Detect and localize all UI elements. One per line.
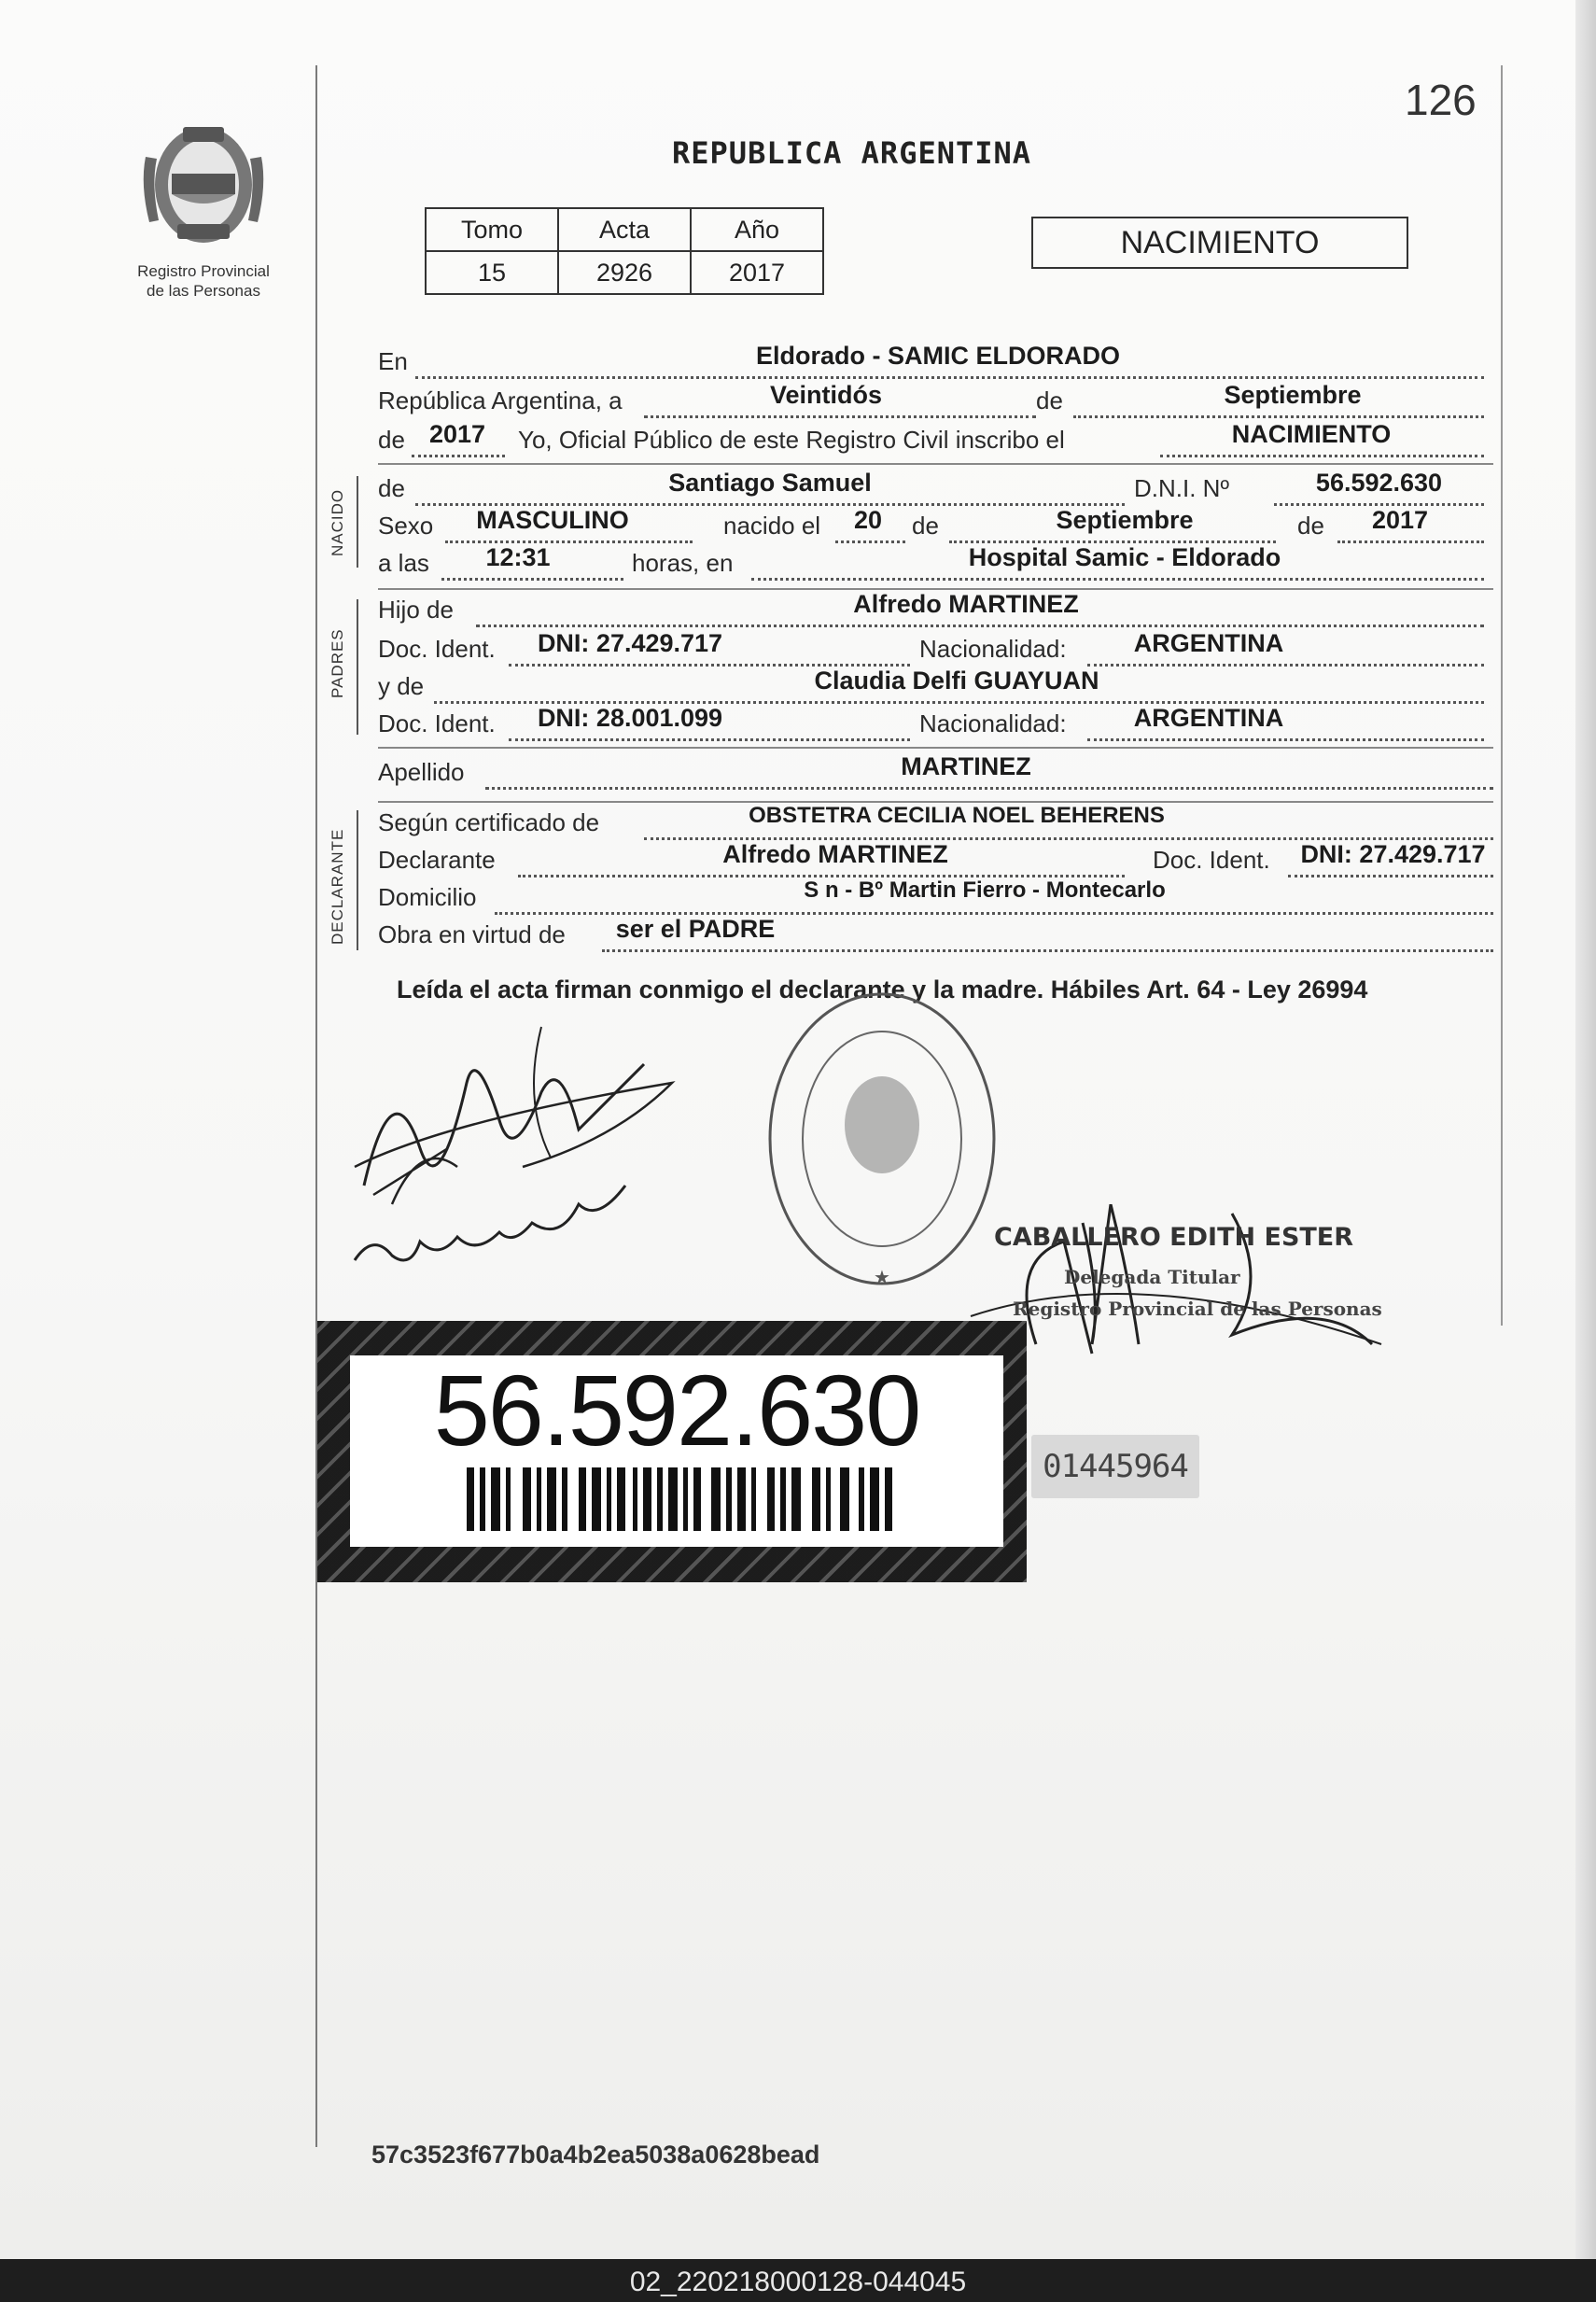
verification-hash: 57c3523f677b0a4b2ea5038a0628bead: [371, 2141, 820, 2169]
registry-caption: [110, 261, 297, 301]
dotted-line: [476, 625, 1484, 627]
nacido-el-label: nacido el: [723, 512, 821, 540]
scan-footer-bar: [0, 2259, 1596, 2302]
hijo-de-label: Hijo de: [378, 596, 454, 624]
de-label: de: [912, 512, 939, 540]
dotted-line: [1087, 738, 1484, 741]
dotted-line: [1337, 540, 1484, 543]
id-label: [350, 1355, 1003, 1547]
dotted-line: [485, 787, 1493, 790]
certificate-value: OBSTETRA CECILIA NOEL BEHERENS: [749, 803, 1165, 828]
apellido-label: Apellido: [378, 758, 465, 786]
row-year: [378, 420, 1484, 463]
birth-place-value: Hospital Samic - Eldorado: [968, 543, 1281, 571]
right-margin-line: [1501, 65, 1503, 1326]
mother-name-value: Claudia Delfi GUAYUAN: [814, 667, 1099, 695]
ref-value-anio: 2017: [691, 251, 823, 294]
row-obra: [378, 915, 1493, 958]
ref-header-anio: Año: [691, 208, 823, 251]
month-value: Septiembre: [1224, 381, 1362, 409]
row-en: [378, 342, 1484, 385]
year-value: 2017: [428, 420, 486, 448]
doc-ident-label: Doc. Ident.: [1153, 846, 1270, 874]
nacido-bar: [357, 476, 358, 568]
birth-year-value: 2017: [1371, 506, 1429, 534]
officer-title: Delegada Titular: [1064, 1266, 1240, 1288]
dotted-line: [751, 578, 1484, 581]
de-label: de: [1036, 386, 1063, 414]
serial-number: 01445964: [1043, 1448, 1188, 1485]
doc-ident-label: Doc. Ident.: [378, 709, 496, 737]
barcode-icon: [467, 1467, 896, 1531]
row-apellido: [378, 752, 1493, 795]
misiones-seal-icon: [138, 119, 269, 250]
father-doc-value: DNI: 27.429.717: [537, 629, 723, 657]
horas-label: horas, en: [632, 549, 734, 577]
ref-value-acta: 2926: [558, 251, 691, 294]
row-domicilio: [378, 877, 1493, 920]
row-father: [378, 590, 1484, 633]
de-label: de: [378, 474, 405, 502]
birth-month-value: Septiembre: [1056, 506, 1194, 534]
declarant-doc-value: DNI: 27.429.717: [1300, 840, 1486, 868]
y-de-label: y de: [378, 672, 425, 700]
record-type-box: NACIMIENTO: [1031, 217, 1408, 269]
row-republica: [378, 381, 1484, 424]
dotted-line: [412, 455, 505, 457]
reference-table: [425, 207, 824, 295]
time-value: 12:31: [485, 543, 551, 571]
nacido-section-label: NACIDO: [329, 488, 346, 556]
day-value: Veintidós: [769, 381, 883, 409]
page-edge-shadow: [1575, 0, 1596, 2259]
dotted-line: [1160, 455, 1484, 457]
officer-office: Registro Provincial de las Personas: [1013, 1298, 1382, 1320]
declarante-section-label: DECLARANTE: [329, 828, 346, 945]
de-label: de: [378, 426, 405, 454]
dotted-line: [835, 540, 905, 543]
surname-value: MARTINEZ: [901, 752, 1031, 780]
capacity-value: ser el PADRE: [615, 915, 776, 943]
signatures-drawing: [336, 1008, 803, 1288]
child-dni-value: 56.592.630: [1315, 469, 1443, 497]
declarante-bar: [357, 810, 358, 950]
dotted-line: [415, 376, 1484, 379]
father-nationality-value: ARGENTINA: [1133, 629, 1284, 657]
registry-caption-line1: Registro Provincial: [137, 262, 270, 280]
father-name-value: Alfredo MARTINEZ: [853, 590, 1079, 618]
domicilio-label: Domicilio: [378, 883, 477, 911]
registry-caption-line2: de las Personas: [147, 282, 260, 300]
row-time: [378, 543, 1484, 586]
separator: [378, 747, 1493, 749]
separator: [378, 463, 1493, 465]
child-name-value: Santiago Samuel: [668, 469, 872, 497]
id-label-number: 56.592.630: [433, 1354, 920, 1467]
padres-section-label: PADRES: [329, 628, 346, 698]
place-value: Eldorado - SAMIC ELDORADO: [756, 342, 1120, 370]
closing-text: Leída el acta firman conmigo el declarante y la madre. Hábiles Art. 64 - Ley 26994: [397, 976, 1368, 1004]
dotted-line: [1073, 415, 1484, 418]
republica-label: República Argentina, a: [378, 386, 623, 414]
address-value: S n - Bº Martin Fierro - Montecarlo: [804, 877, 1166, 903]
left-margin-line: [315, 65, 317, 2147]
de-label: de: [1297, 512, 1324, 540]
nacionalidad-label: Nacionalidad:: [919, 635, 1067, 663]
country-heading: REPUBLICA ARGENTINA: [672, 135, 1032, 171]
obra-label: Obra en virtud de: [378, 920, 566, 948]
dotted-line: [441, 578, 623, 581]
nacionalidad-label: Nacionalidad:: [919, 709, 1067, 737]
declarant-name-value: Alfredo MARTINEZ: [722, 840, 948, 868]
dni-label: D.N.I. Nº: [1134, 474, 1229, 502]
dotted-line: [1288, 875, 1493, 877]
sexo-label: Sexo: [378, 512, 434, 540]
serial-sticker: [1031, 1435, 1199, 1498]
event-value: NACIMIENTO: [1231, 420, 1392, 448]
doc-ident-label: Doc. Ident.: [378, 635, 496, 663]
dotted-line: [509, 738, 910, 741]
ref-header-tomo: Tomo: [426, 208, 558, 251]
a-las-label: a las: [378, 549, 429, 577]
padres-bar: [357, 599, 358, 735]
inscribe-label: Yo, Oficial Público de este Registro Civil inscribo el: [518, 426, 1065, 454]
cert-label: Según certificado de: [378, 808, 600, 836]
dotted-line: [644, 415, 1036, 418]
mother-nationality-value: ARGENTINA: [1133, 704, 1284, 732]
sex-value: MASCULINO: [476, 506, 629, 534]
en-label: En: [378, 347, 408, 375]
birth-day-value: 20: [853, 506, 883, 534]
declarante-label: Declarante: [378, 846, 496, 874]
officer-name: CABALLERO EDITH ESTER: [994, 1223, 1354, 1252]
page-number: 126: [1405, 76, 1477, 124]
ref-header-acta: Acta: [558, 208, 691, 251]
scan-file-name: 02_220218000128-044045: [629, 2267, 967, 2297]
mother-doc-value: DNI: 28.001.099: [537, 704, 723, 732]
row-mother-doc: [378, 704, 1484, 747]
ref-value-tomo: 15: [426, 251, 558, 294]
dotted-line: [602, 949, 1493, 952]
svg-text:★: ★: [874, 1266, 890, 1288]
